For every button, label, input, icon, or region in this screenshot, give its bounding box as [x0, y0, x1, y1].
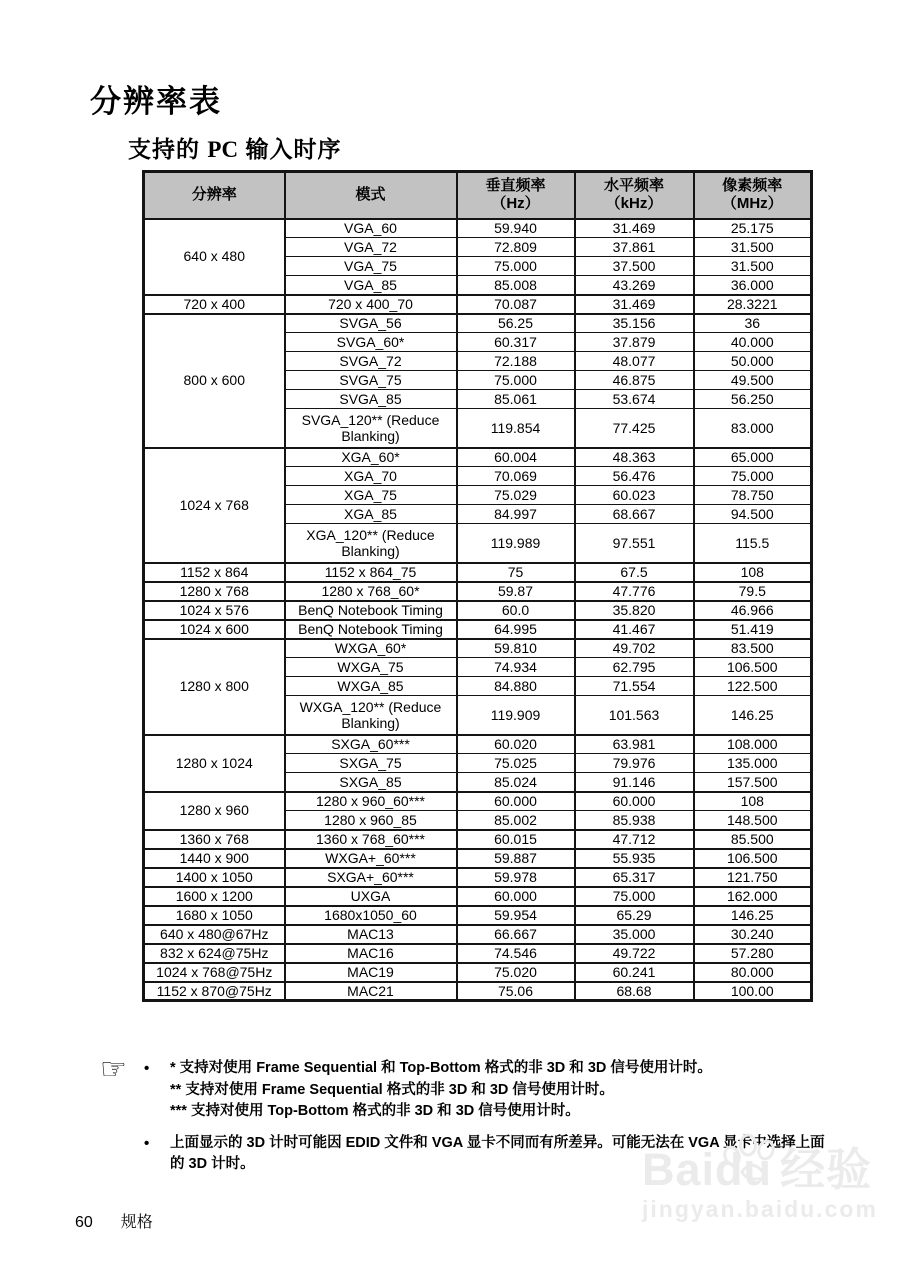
table-row	[144, 963, 812, 982]
pixel-freq-cell: 146.25	[694, 906, 812, 925]
table-row	[144, 314, 812, 333]
column-header: 水平频率 （kHz）	[575, 172, 694, 219]
subtitle-pre: 支持的	[128, 136, 208, 162]
vertical-freq-cell: 75.029	[457, 486, 575, 505]
horizontal-freq-cell: 31.469	[575, 219, 694, 238]
horizontal-freq-cell: 60.000	[575, 792, 694, 811]
vertical-freq-cell: 75.000	[457, 257, 575, 276]
mode-cell: XGA_60*	[285, 448, 457, 467]
table-row	[144, 735, 812, 754]
mode-cell: VGA_85	[285, 276, 457, 295]
resolution-cell: 1280 x 800	[144, 639, 285, 735]
mode-cell: SXGA_75	[285, 754, 457, 773]
pixel-freq-cell: 108	[694, 792, 812, 811]
horizontal-freq-cell: 47.712	[575, 830, 694, 849]
vertical-freq-cell: 59.87	[457, 582, 575, 601]
vertical-freq-cell: 60.000	[457, 792, 575, 811]
pixel-freq-cell: 146.25	[694, 696, 812, 735]
resolution-cell: 1440 x 900	[144, 849, 285, 868]
horizontal-freq-cell: 71.554	[575, 677, 694, 696]
pixel-freq-cell: 83.000	[694, 409, 812, 448]
mode-cell: SVGA_56	[285, 314, 457, 333]
page-number: 60	[75, 1214, 93, 1231]
column-header: 垂直频率 （Hz）	[457, 172, 575, 219]
horizontal-freq-cell: 97.551	[575, 524, 694, 563]
mode-cell: WXGA+_60***	[285, 849, 457, 868]
mode-cell: VGA_72	[285, 238, 457, 257]
horizontal-freq-cell: 55.935	[575, 849, 694, 868]
vertical-freq-cell: 59.940	[457, 219, 575, 238]
resolution-cell: 1024 x 768@75Hz	[144, 963, 285, 982]
mode-cell: BenQ Notebook Timing	[285, 620, 457, 639]
pixel-freq-cell: 106.500	[694, 658, 812, 677]
mode-cell: WXGA_60*	[285, 639, 457, 658]
pixel-freq-cell: 121.750	[694, 868, 812, 887]
pixel-freq-cell: 30.240	[694, 925, 812, 944]
table-row	[144, 620, 812, 639]
mode-cell: 1152 x 864_75	[285, 563, 457, 582]
pixel-freq-cell: 51.419	[694, 620, 812, 639]
table-row	[144, 887, 812, 906]
mode-cell: MAC19	[285, 963, 457, 982]
table-row	[144, 849, 812, 868]
vertical-freq-cell: 85.002	[457, 811, 575, 830]
vertical-freq-cell: 64.995	[457, 620, 575, 639]
pixel-freq-cell: 78.750	[694, 486, 812, 505]
horizontal-freq-cell: 35.820	[575, 601, 694, 620]
resolution-cell: 1280 x 1024	[144, 735, 285, 792]
resolution-cell: 1280 x 768	[144, 582, 285, 601]
horizontal-freq-cell: 56.476	[575, 467, 694, 486]
vertical-freq-cell: 84.880	[457, 677, 575, 696]
horizontal-freq-cell: 65.29	[575, 906, 694, 925]
mode-cell: VGA_60	[285, 219, 457, 238]
pixel-freq-cell: 49.500	[694, 371, 812, 390]
mode-cell: 1360 x 768_60***	[285, 830, 457, 849]
mode-cell: WXGA_85	[285, 677, 457, 696]
horizontal-freq-cell: 67.5	[575, 563, 694, 582]
resolution-cell: 720 x 400	[144, 295, 285, 314]
vertical-freq-cell: 59.810	[457, 639, 575, 658]
subtitle-pc: PC	[207, 137, 239, 162]
table-row	[144, 563, 812, 582]
mode-cell: WXGA_120** (Reduce Blanking)	[285, 696, 457, 735]
pixel-freq-cell: 115.5	[694, 524, 812, 563]
horizontal-freq-cell: 49.702	[575, 639, 694, 658]
horizontal-freq-cell: 47.776	[575, 582, 694, 601]
resolution-cell: 1024 x 576	[144, 601, 285, 620]
horizontal-freq-cell: 37.500	[575, 257, 694, 276]
horizontal-freq-cell: 101.563	[575, 696, 694, 735]
mode-cell: XGA_120** (Reduce Blanking)	[285, 524, 457, 563]
pixel-freq-cell: 65.000	[694, 448, 812, 467]
mode-cell: 1280 x 768_60*	[285, 582, 457, 601]
page-title: 分辨率表	[90, 84, 222, 119]
vertical-freq-cell: 85.061	[457, 390, 575, 409]
vertical-freq-cell: 74.934	[457, 658, 575, 677]
horizontal-freq-cell: 37.879	[575, 333, 694, 352]
pixel-freq-cell: 36.000	[694, 276, 812, 295]
watermark-suffix: 经验	[780, 1144, 873, 1195]
table-row	[144, 792, 812, 811]
vertical-freq-cell: 59.978	[457, 868, 575, 887]
table-row	[144, 601, 812, 620]
vertical-freq-cell: 85.008	[457, 276, 575, 295]
mode-cell: XGA_75	[285, 486, 457, 505]
pixel-freq-cell: 100.00	[694, 982, 812, 1001]
mode-cell: XGA_85	[285, 505, 457, 524]
pointing-hand-icon: ☞	[100, 1053, 127, 1086]
vertical-freq-cell: 75.020	[457, 963, 575, 982]
horizontal-freq-cell: 31.469	[575, 295, 694, 314]
table-row	[144, 582, 812, 601]
pixel-freq-cell: 94.500	[694, 505, 812, 524]
horizontal-freq-cell: 68.667	[575, 505, 694, 524]
footnote-line: * 支持对使用 Frame Sequential 和 Top-Bottom 格式的非 3D 和 3D 信号使用计时。	[170, 1060, 712, 1076]
horizontal-freq-cell: 46.875	[575, 371, 694, 390]
vertical-freq-cell: 74.546	[457, 944, 575, 963]
pixel-freq-cell: 80.000	[694, 963, 812, 982]
horizontal-freq-cell: 41.467	[575, 620, 694, 639]
horizontal-freq-cell: 77.425	[575, 409, 694, 448]
resolution-cell: 1280 x 960	[144, 792, 285, 830]
pixel-freq-cell: 162.000	[694, 887, 812, 906]
horizontal-freq-cell: 68.68	[575, 982, 694, 1001]
mode-cell: UXGA	[285, 887, 457, 906]
pixel-freq-cell: 108	[694, 563, 812, 582]
vertical-freq-cell: 119.989	[457, 524, 575, 563]
pixel-freq-cell: 28.3221	[694, 295, 812, 314]
mode-cell: SXGA+_60***	[285, 868, 457, 887]
footnote-asterisks	[100, 1053, 835, 1123]
mode-cell: SVGA_72	[285, 352, 457, 371]
vertical-freq-cell: 60.015	[457, 830, 575, 849]
table-row	[144, 639, 812, 658]
horizontal-freq-cell: 35.000	[575, 925, 694, 944]
footnote-line: 上面显示的 3D 计时可能因 EDID 文件和 VGA 显卡不同而有所差异。可能无法在 VGA 显卡中选择上面的 3D 计时。	[170, 1134, 825, 1172]
vertical-freq-cell: 119.909	[457, 696, 575, 735]
horizontal-freq-cell: 49.722	[575, 944, 694, 963]
horizontal-freq-cell: 60.241	[575, 963, 694, 982]
pixel-freq-cell: 106.500	[694, 849, 812, 868]
vertical-freq-cell: 70.087	[457, 295, 575, 314]
horizontal-freq-cell: 35.156	[575, 314, 694, 333]
horizontal-freq-cell: 79.976	[575, 754, 694, 773]
vertical-freq-cell: 60.317	[457, 333, 575, 352]
pc-timing-table-wrap	[142, 170, 813, 1002]
mode-cell: MAC16	[285, 944, 457, 963]
pixel-freq-cell: 46.966	[694, 601, 812, 620]
table-row	[144, 982, 812, 1001]
table-row	[144, 868, 812, 887]
mode-cell: BenQ Notebook Timing	[285, 601, 457, 620]
resolution-cell: 1024 x 600	[144, 620, 285, 639]
table-header-row	[144, 172, 812, 219]
mode-cell: VGA_75	[285, 257, 457, 276]
vertical-freq-cell: 60.020	[457, 735, 575, 754]
vertical-freq-cell: 72.809	[457, 238, 575, 257]
vertical-freq-cell: 75.000	[457, 371, 575, 390]
pixel-freq-cell: 40.000	[694, 333, 812, 352]
pixel-freq-cell: 31.500	[694, 238, 812, 257]
horizontal-freq-cell: 63.981	[575, 735, 694, 754]
mode-cell: 1680x1050_60	[285, 906, 457, 925]
resolution-cell: 832 x 624@75Hz	[144, 944, 285, 963]
mode-cell: SXGA_60***	[285, 735, 457, 754]
vertical-freq-cell: 60.0	[457, 601, 575, 620]
pixel-freq-cell: 31.500	[694, 257, 812, 276]
pixel-freq-cell: 56.250	[694, 390, 812, 409]
mode-cell: WXGA_75	[285, 658, 457, 677]
resolution-cell: 1152 x 870@75Hz	[144, 982, 285, 1001]
vertical-freq-cell: 85.024	[457, 773, 575, 792]
footer-section-label: 规格	[120, 1214, 153, 1231]
vertical-freq-cell: 72.188	[457, 352, 575, 371]
horizontal-freq-cell: 65.317	[575, 868, 694, 887]
horizontal-freq-cell: 37.861	[575, 238, 694, 257]
pixel-freq-cell: 83.500	[694, 639, 812, 658]
column-header: 模式	[285, 172, 457, 219]
pixel-freq-cell: 50.000	[694, 352, 812, 371]
vertical-freq-cell: 66.667	[457, 925, 575, 944]
table-row	[144, 295, 812, 314]
table-row	[144, 944, 812, 963]
resolution-cell: 800 x 600	[144, 314, 285, 448]
pixel-freq-cell: 75.000	[694, 467, 812, 486]
mode-cell: SVGA_60*	[285, 333, 457, 352]
mode-cell: 1280 x 960_60***	[285, 792, 457, 811]
horizontal-freq-cell: 91.146	[575, 773, 694, 792]
mode-cell: XGA_70	[285, 467, 457, 486]
table-row	[144, 925, 812, 944]
watermark-brand: Baidu	[642, 1144, 773, 1195]
vertical-freq-cell: 59.887	[457, 849, 575, 868]
resolution-cell: 1360 x 768	[144, 830, 285, 849]
pixel-freq-cell: 148.500	[694, 811, 812, 830]
pixel-freq-cell: 36	[694, 314, 812, 333]
table-row	[144, 830, 812, 849]
mode-cell: MAC21	[285, 982, 457, 1001]
resolution-cell: 1152 x 864	[144, 563, 285, 582]
horizontal-freq-cell: 43.269	[575, 276, 694, 295]
table-row	[144, 448, 812, 467]
mode-cell: SXGA_85	[285, 773, 457, 792]
mode-cell: 1280 x 960_85	[285, 811, 457, 830]
pixel-freq-cell: 122.500	[694, 677, 812, 696]
vertical-freq-cell: 75.025	[457, 754, 575, 773]
vertical-freq-cell: 75	[457, 563, 575, 582]
vertical-freq-cell: 60.000	[457, 887, 575, 906]
table-row	[144, 219, 812, 238]
footnote-line: ** 支持对使用 Frame Sequential 格式的非 3D 和 3D 信号使用计时。	[170, 1081, 614, 1098]
pixel-freq-cell: 135.000	[694, 754, 812, 773]
resolution-cell: 1680 x 1050	[144, 906, 285, 925]
horizontal-freq-cell: 48.363	[575, 448, 694, 467]
column-header: 分辨率	[144, 172, 285, 219]
horizontal-freq-cell: 85.938	[575, 811, 694, 830]
horizontal-freq-cell: 53.674	[575, 390, 694, 409]
vertical-freq-cell: 75.06	[457, 982, 575, 1001]
vertical-freq-cell: 56.25	[457, 314, 575, 333]
mode-cell: SVGA_75	[285, 371, 457, 390]
mode-cell: SVGA_120** (Reduce Blanking)	[285, 409, 457, 448]
table-row	[144, 906, 812, 925]
paw-icon	[720, 1132, 782, 1180]
mode-cell: MAC13	[285, 925, 457, 944]
column-header: 像素频率 （MHz）	[694, 172, 812, 219]
watermark-url: jingyan.baidu.com	[642, 1195, 878, 1222]
vertical-freq-cell: 119.854	[457, 409, 575, 448]
bullet-icon: •	[144, 1134, 150, 1152]
resolution-cell: 1600 x 1200	[144, 887, 285, 906]
pixel-freq-cell: 108.000	[694, 735, 812, 754]
pixel-freq-cell: 79.5	[694, 582, 812, 601]
page-footer	[75, 1209, 153, 1232]
pixel-freq-cell: 57.280	[694, 944, 812, 963]
vertical-freq-cell: 70.069	[457, 467, 575, 486]
horizontal-freq-cell: 60.023	[575, 486, 694, 505]
horizontal-freq-cell: 75.000	[575, 887, 694, 906]
baidu-jingyan-watermark	[642, 1136, 878, 1223]
vertical-freq-cell: 59.954	[457, 906, 575, 925]
section-subtitle	[128, 131, 341, 164]
resolution-cell: 640 x 480	[144, 219, 285, 295]
pc-timing-table	[142, 170, 813, 1002]
pixel-freq-cell: 85.500	[694, 830, 812, 849]
pixel-freq-cell: 157.500	[694, 773, 812, 792]
subtitle-post: 输入时序	[238, 136, 342, 162]
pixel-freq-cell: 25.175	[694, 219, 812, 238]
vertical-freq-cell: 84.997	[457, 505, 575, 524]
resolution-cell: 640 x 480@67Hz	[144, 925, 285, 944]
footnote-line: *** 支持对使用 Top-Bottom 格式的非 3D 和 3D 信号使用计时。	[170, 1103, 580, 1119]
resolution-cell: 1400 x 1050	[144, 868, 285, 887]
horizontal-freq-cell: 62.795	[575, 658, 694, 677]
mode-cell: SVGA_85	[285, 390, 457, 409]
horizontal-freq-cell: 48.077	[575, 352, 694, 371]
bullet-icon: •	[144, 1060, 150, 1077]
resolution-cell: 1024 x 768	[144, 448, 285, 563]
mode-cell: 720 x 400_70	[285, 295, 457, 314]
vertical-freq-cell: 60.004	[457, 448, 575, 467]
